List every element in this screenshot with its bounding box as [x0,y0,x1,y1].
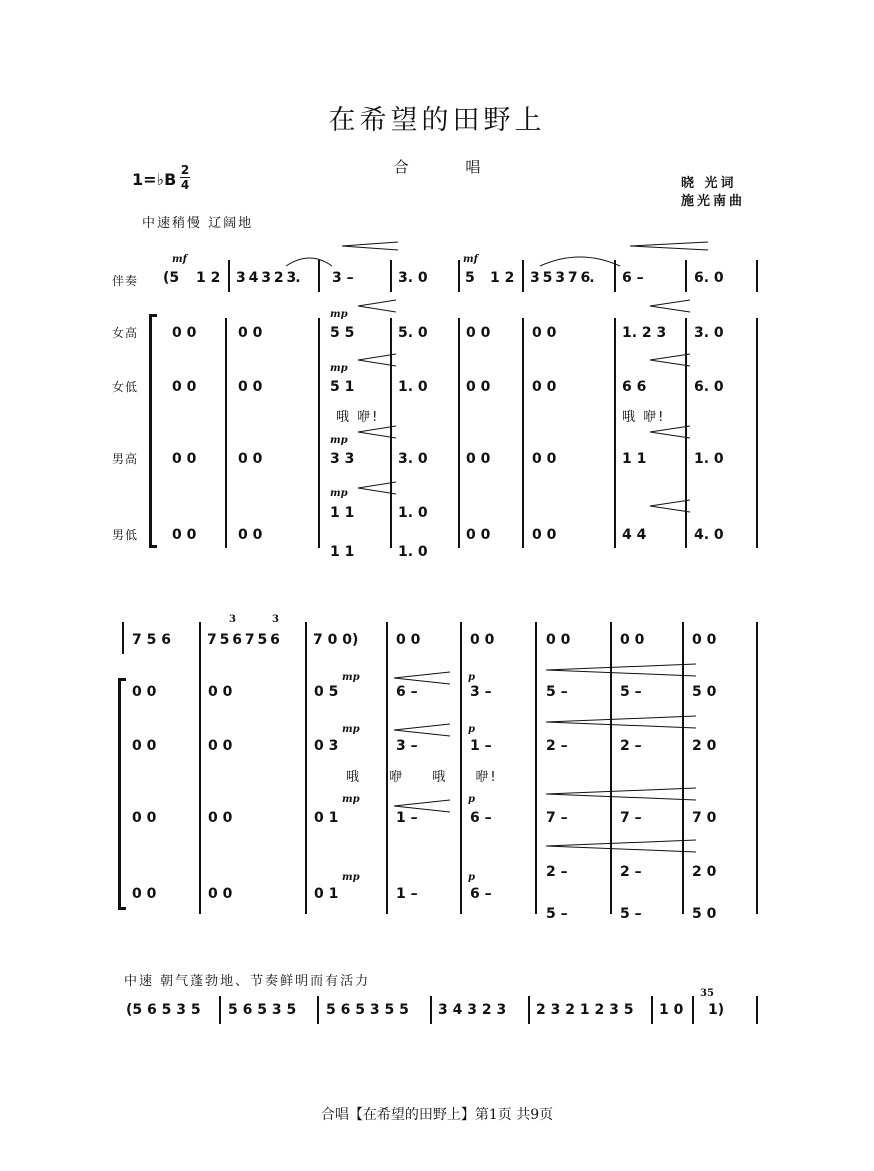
accomp-note: 3 4 3 2 3. [236,270,300,286]
accomp-note: (5 [163,270,180,286]
barline [317,996,319,1024]
bass-note: 1. 0 [398,505,428,521]
alto-note: 2 – [546,738,568,754]
tenor-note: 3 3 [330,451,355,467]
barline [651,996,653,1024]
tenor-note: 7 0 [692,810,717,826]
score-subtitle: 合 唱 [393,158,507,176]
dynamic-p: p [468,672,475,683]
barline [122,622,124,654]
bass-note: 0 0 [208,886,233,902]
soprano-note: 5 5 [330,325,355,341]
tenor-note: 1 1 [622,451,647,467]
soprano-note: 0 0 [132,684,157,700]
alto-note: 1. 0 [398,379,428,395]
accomp-note: 3 – [332,270,354,286]
tenor-note: 0 0 [172,451,197,467]
accomp-note: 1 0 [659,1002,684,1018]
lyric: 哦 咿! [336,410,380,425]
dynamic-mf: mf [172,254,187,265]
dynamic-mp: mp [330,363,348,374]
page-footer: 合唱【在希望的田野上】第1页 共9页 [320,1107,554,1123]
accomp-note: 7 5 6 7 5 6 [207,632,279,648]
bass-note: 1 – [396,886,418,902]
dynamic-p: p [468,872,475,883]
part-label-alto: 女低 [112,380,139,394]
accomp-phrasing-marks [280,236,720,276]
lyric: 哦 咿! [622,410,666,425]
alto-note: 2 – [620,738,642,754]
accomp-note: 5 6 5 3 5 [228,1002,297,1018]
barline [528,996,530,1024]
dynamic-mp: mp [330,488,348,499]
soprano-note: 3 – [470,684,492,700]
time-sig-top: 2 [180,163,190,177]
accomp-note: 0 0 [470,632,495,648]
bass-low-note: 5 – [620,906,642,922]
accomp-note: 6. 0 [694,270,724,286]
choir-bracket-2 [118,678,121,910]
alto-note: 0 0 [172,379,197,395]
barline [228,260,230,292]
vocal-hairpins-2 [390,660,710,860]
tenor-note: 0 1 [314,810,339,826]
dynamic-p: p [468,724,475,735]
triplet-mark: 3 [229,614,236,625]
alto-note: 2 0 [692,738,717,754]
accomp-note: 6 – [622,270,644,286]
tempo-marking-2: 中速 朝气蓬勃地、节奏鲜明而有活力 [124,974,371,989]
bass-note: 0 0 [532,527,557,543]
choir-bracket-1 [149,314,152,548]
part-label-tenor: 男高 [112,452,139,466]
lyric: 哦 咿 哦 咿! [346,770,498,785]
accomp-note: 5 [465,270,475,286]
composer: 施光南曲 [681,194,746,209]
time-sig-bottom: 4 [180,178,190,192]
time-signature [180,164,190,191]
barline [305,622,307,914]
accomp-note: 1) [708,1002,725,1018]
accomp-note: 1 2 [490,270,515,286]
soprano-note: 3. 0 [694,325,724,341]
tenor-note: 7 – [620,810,642,826]
bracket-cap-bottom [149,545,157,548]
barline [199,622,201,914]
alto-note: 0 0 [238,379,263,395]
accomp-note: 3 5 3 7 6. [530,270,594,286]
tenor-note: 0 0 [466,451,491,467]
tenor-note: 3. 0 [398,451,428,467]
bass-note: 0 0 [466,527,491,543]
bass-note: 2 0 [692,864,717,880]
soprano-note: 1. 2 3 [622,325,667,341]
accomp-note: 7 0 0) [313,632,359,648]
dynamic-mp: mp [342,672,360,683]
dynamic-mp: mp [330,309,348,320]
accomp-note: 5 6 5 3 5 5 [326,1002,409,1018]
barline [756,622,758,914]
barline [430,996,432,1024]
bass-note: 1 1 [330,505,355,521]
alto-note: 0 0 [466,379,491,395]
tenor-note: 1. 0 [694,451,724,467]
alto-note: 0 0 [532,379,557,395]
accomp-note: 3. 0 [398,270,428,286]
bass-low-note: 5 0 [692,906,717,922]
vocal-hairpins-1 [350,296,730,526]
barline [756,996,758,1024]
tenor-note: 0 0 [208,810,233,826]
accomp-note: 2 3 2 1 2 3 5 [536,1002,634,1018]
tenor-note: 0 0 [238,451,263,467]
alto-note: 3 – [396,738,418,754]
part-label-soprano: 女高 [112,326,139,340]
bass-note: 4 4 [622,527,647,543]
bass-note: 0 0 [172,527,197,543]
barline [756,260,758,292]
tempo-marking-1: 中速稍慢 辽阔地 [142,216,254,231]
accomp-note: 7 5 6 [132,632,171,648]
bass-low-note: 1 1 [330,544,355,560]
grace-notes: 35 [700,988,714,999]
dynamic-mp: mp [342,794,360,805]
soprano-note: 0 5 [314,684,339,700]
bass-note: 0 0 [238,527,263,543]
bass-note: 0 1 [314,886,339,902]
soprano-note: 0 0 [466,325,491,341]
barline [692,996,694,1024]
dynamic-mp: mp [342,724,360,735]
alto-note: 0 0 [208,738,233,754]
accomp-note: 0 0 [692,632,717,648]
part-label-accomp: 伴奏 [112,274,139,288]
accomp-note: 0 0 [396,632,421,648]
bass-low-note: 5 – [546,906,568,922]
alto-note: 5 1 [330,379,355,395]
soprano-note: 5. 0 [398,325,428,341]
barline [756,318,758,548]
accomp-note: 1 2 [196,270,221,286]
bass-note: 0 0 [132,886,157,902]
bass-low-note: 1. 0 [398,544,428,560]
tenor-note: 1 – [396,810,418,826]
bass-note: 6 – [470,886,492,902]
triplet-mark: 3 [272,614,279,625]
accomp-note: (5 6 5 3 5 [126,1002,201,1018]
accomp-note: 0 0 [620,632,645,648]
soprano-note: 5 0 [692,684,717,700]
tenor-note: 0 0 [132,810,157,826]
alto-note: 6. 0 [694,379,724,395]
soprano-note: 5 – [546,684,568,700]
soprano-note: 5 – [620,684,642,700]
bracket-cap-top [118,678,126,681]
alto-note: 6 6 [622,379,647,395]
bass-note: 2 – [620,864,642,880]
dynamic-mp: mp [342,872,360,883]
soprano-note: 0 0 [172,325,197,341]
tenor-note: 6 – [470,810,492,826]
soprano-note: 0 0 [238,325,263,341]
bracket-cap-bottom [118,907,126,910]
bracket-cap-top [149,314,157,317]
bass-note: 2 – [546,864,568,880]
lyricist: 晓 光词 [681,176,737,191]
soprano-note: 0 0 [208,684,233,700]
song-title: 在希望的田野上 [328,105,546,136]
soprano-note: 6 – [396,684,418,700]
dynamic-mp: mp [330,435,348,446]
alto-note: 1 – [470,738,492,754]
dynamic-mf: mf [463,254,478,265]
accomp-note: 0 0 [546,632,571,648]
part-label-bass: 男低 [112,528,139,542]
soprano-note: 0 0 [532,325,557,341]
alto-note: 0 3 [314,738,339,754]
accomp-note: 3 4 3 2 3 [438,1002,507,1018]
tenor-note: 0 0 [532,451,557,467]
bass-note: 4. 0 [694,527,724,543]
barline [219,996,221,1024]
dynamic-p: p [468,794,475,805]
barline [318,318,320,548]
key-signature: 1=♭B [132,170,177,189]
tenor-note: 7 – [546,810,568,826]
barline [225,318,227,548]
alto-note: 0 0 [132,738,157,754]
